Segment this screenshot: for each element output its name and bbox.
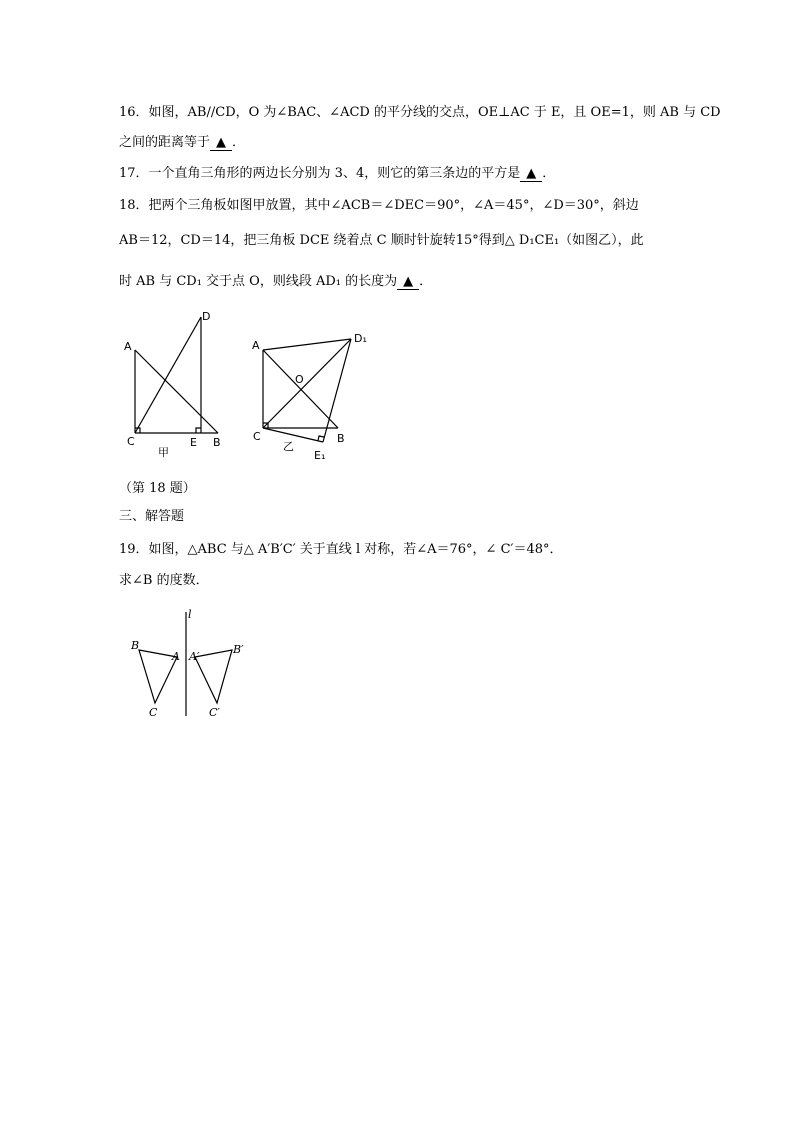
q18-figure-caption: （第 18 题） bbox=[119, 481, 196, 496]
segment-ab bbox=[135, 350, 218, 433]
q16-line2-prefix: 之间的距离等于 bbox=[119, 135, 211, 150]
q19-figure bbox=[125, 608, 260, 723]
label-b: B bbox=[213, 436, 221, 449]
segment-cd bbox=[135, 317, 201, 433]
q18-line3-prefix: 时 AB 与 CD₁ 交于点 O，则线段 AD₁ 的长度为 bbox=[119, 274, 398, 289]
q18-answer-blank[interactable] bbox=[397, 275, 419, 290]
label-l: l bbox=[188, 608, 192, 621]
label-d: D bbox=[202, 310, 211, 323]
q18-line1: 18．把两个三角板如图甲放置，其中∠ACB＝∠DEC＝90°，∠A＝45°，∠D＝30°，斜边 bbox=[119, 198, 639, 213]
section-3-title: 三、解答题 bbox=[119, 509, 185, 524]
figure-caption-jia: 甲 bbox=[158, 446, 169, 459]
segment-ad1 bbox=[263, 339, 351, 350]
label-a: A bbox=[172, 650, 180, 663]
q19-line2: 求∠B 的度数． bbox=[119, 573, 209, 588]
label-c-prime: C′ bbox=[209, 706, 220, 719]
label-b: B bbox=[131, 639, 140, 652]
label-a: A bbox=[252, 339, 260, 352]
figure-caption-yi: 乙 bbox=[283, 440, 294, 453]
label-c: C bbox=[253, 430, 261, 443]
label-c: C bbox=[149, 706, 158, 719]
q19-line1: 19．如图，△ABC 与△ A′B′C′ 关于直线 l 对称，若∠A＝76°，∠ C′＝48°． bbox=[119, 542, 563, 557]
label-d1: D₁ bbox=[354, 332, 367, 345]
q17-answer-blank[interactable] bbox=[520, 167, 542, 182]
triangle-marker-icon: ▲ bbox=[216, 135, 227, 150]
q18-figure-jia bbox=[110, 305, 240, 470]
q18-line2: AB＝12，CD＝14，把三角板 DCE 绕着点 C 顺时针旋转15°得到△ D₁CE₁（如图乙），此 bbox=[119, 233, 644, 248]
label-b: B bbox=[337, 432, 345, 445]
triangle-marker-icon: ▲ bbox=[526, 166, 537, 181]
label-c: C bbox=[127, 435, 135, 448]
label-b-prime: B′ bbox=[233, 643, 244, 656]
q17-text: 17．一个直角三角形的两边长分别为 3、4，则它的第三条边的平方是 bbox=[119, 166, 521, 181]
triangle-marker-icon: ▲ bbox=[403, 274, 414, 289]
label-o: O bbox=[295, 373, 304, 386]
q17-line bbox=[119, 165, 555, 183]
q18-suffix: ． bbox=[419, 274, 433, 289]
q16-line2-suffix: ． bbox=[232, 135, 246, 150]
triangle-a1b1c1 bbox=[195, 650, 232, 703]
q18-figure-yi bbox=[245, 325, 380, 470]
q16-line2 bbox=[119, 134, 245, 152]
segment-cd1 bbox=[263, 339, 351, 428]
right-angle-mark-e bbox=[196, 428, 201, 433]
q16-line1: 16．如图，AB//CD，O 为∠BAC、∠ACD 的平分线的交点，OE⊥AC 于 E，且 OE=1，则 AB 与 CD bbox=[119, 105, 721, 120]
label-e1: E₁ bbox=[314, 449, 326, 462]
label-a-prime: A′ bbox=[189, 650, 200, 663]
q18-line3 bbox=[119, 273, 432, 291]
label-e: E bbox=[190, 436, 197, 449]
q16-answer-blank[interactable] bbox=[210, 136, 232, 151]
label-a: A bbox=[124, 340, 132, 353]
q17-suffix: ． bbox=[542, 166, 556, 181]
